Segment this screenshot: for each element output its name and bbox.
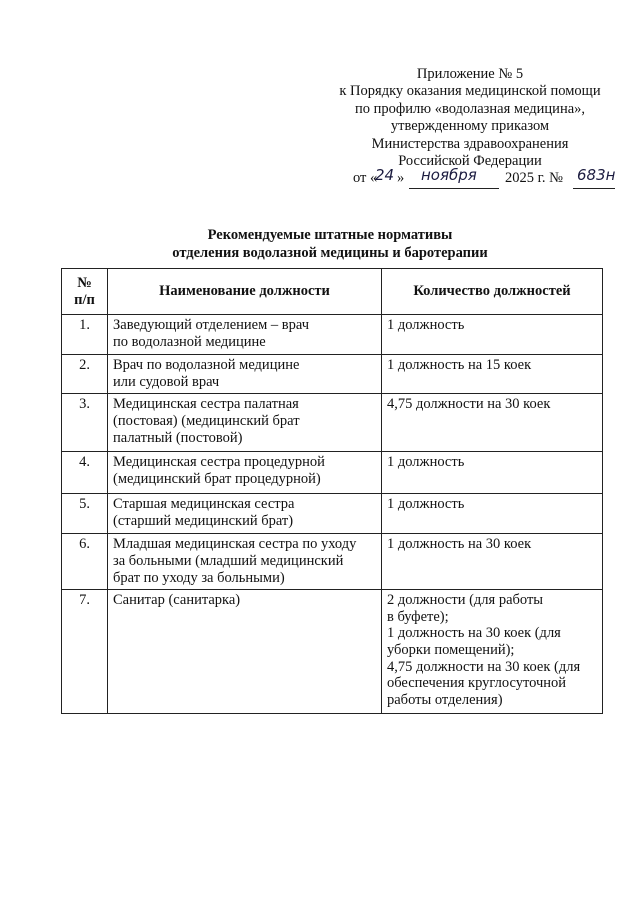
title-line-1: Рекомендуемые штатные нормативы [207, 227, 453, 243]
table-row [62, 394, 603, 452]
row-number: 5. [62, 494, 108, 534]
position-count-line: 1 должность [387, 317, 465, 334]
header-line: по профилю «водолазная медицина», [354, 100, 586, 117]
row-number: 3. [62, 394, 108, 452]
order-day-handwritten: 24 [375, 166, 395, 184]
row-number: 1. [62, 315, 108, 355]
appendix-number: Приложение № 5 [416, 66, 524, 82]
position-count [382, 394, 603, 452]
position-count-line: 4,75 должности на 30 коек (для [387, 658, 581, 675]
position-name-line: Младшая медицинская сестра по уходу [113, 536, 357, 553]
appendix-header [320, 66, 620, 170]
row-number: 2. [62, 355, 108, 394]
row-number: 7. [62, 590, 108, 714]
order-date-line [353, 166, 623, 190]
order-year: 2025 г. № [505, 170, 564, 186]
position-count-line: 1 должность [387, 496, 465, 513]
month-underline [409, 188, 499, 189]
document-title [60, 226, 600, 262]
position-count [382, 534, 603, 590]
position-count [382, 494, 603, 534]
header-line: к Порядку оказания медицинской помощи [339, 83, 601, 100]
row-number: 4. [62, 452, 108, 494]
position-count-line: уборки помещений); [387, 641, 515, 658]
position-name-line: Врач по водолазной медицине [113, 357, 300, 374]
position-name [108, 394, 382, 452]
position-name [108, 315, 382, 355]
header-line: Российской Федерации [398, 153, 542, 170]
position-name-line: палатный (постовой) [113, 429, 243, 446]
position-name-line: Заведующий отделением – врач [113, 317, 310, 334]
position-name-line: по водолазной медицине [113, 333, 266, 350]
position-count [382, 355, 603, 394]
table-row [62, 494, 603, 534]
position-count-line: 1 должность на 30 коек (для [387, 625, 561, 642]
position-name [108, 355, 382, 394]
position-name-line: за больными (младший медицинский [113, 552, 344, 569]
table-header-row [62, 269, 603, 315]
position-count-line: 1 должность на 30 коек [387, 536, 532, 553]
table-body [62, 315, 603, 714]
position-name [108, 534, 382, 590]
header-line: Министерства здравоохранения [371, 135, 569, 152]
header-line: утвержденному приказом [390, 118, 550, 135]
header-position: Наименование должности [108, 269, 382, 315]
position-name [108, 452, 382, 494]
position-count-line: работы отделения) [387, 691, 503, 708]
title-line-2: отделения водолазной медицины и баротерапии [172, 245, 488, 261]
position-name-line: Медицинская сестра палатная [113, 396, 299, 413]
order-close-quote: » [397, 170, 405, 186]
table-row [62, 355, 603, 394]
position-name-line: Старшая медицинская сестра [113, 496, 295, 513]
position-name-line: или судовой врач [113, 373, 220, 390]
row-number: 6. [62, 534, 108, 590]
position-count [382, 590, 603, 714]
position-name-line: Санитар (санитарка) [113, 592, 241, 609]
position-count [382, 452, 603, 494]
position-name [108, 494, 382, 534]
position-name-line: Медицинская сестра процедурной [113, 454, 325, 471]
position-count-line: 1 должность [387, 454, 465, 471]
position-count-line: 1 должность на 15 коек [387, 357, 532, 374]
order-number-handwritten: 683н [577, 166, 616, 184]
order-month-handwritten: ноября [421, 166, 477, 184]
position-name [108, 590, 382, 714]
staffing-table [61, 268, 603, 714]
position-name-line: (постовая) (медицинский брат [113, 412, 300, 429]
table-row [62, 452, 603, 494]
table-row [62, 590, 603, 714]
header-num: № п/п [62, 269, 108, 315]
header-count: Количество должностей [382, 269, 603, 315]
table-row [62, 534, 603, 590]
table-row [62, 315, 603, 355]
position-count-line: обеспечения круглосуточной [387, 675, 567, 692]
position-name-line: (медицинский брат процедурной) [113, 470, 321, 487]
position-count [382, 315, 603, 355]
position-count-line: 2 должности (для работы [387, 592, 544, 609]
position-count-line: 4,75 должности на 30 коек [387, 396, 551, 413]
order-prefix: от « [353, 170, 378, 186]
number-underline [573, 188, 615, 189]
position-name-line: брат по уходу за больными) [113, 569, 285, 586]
position-count-line: в буфете); [387, 608, 449, 625]
position-name-line: (старший медицинский брат) [113, 512, 294, 529]
